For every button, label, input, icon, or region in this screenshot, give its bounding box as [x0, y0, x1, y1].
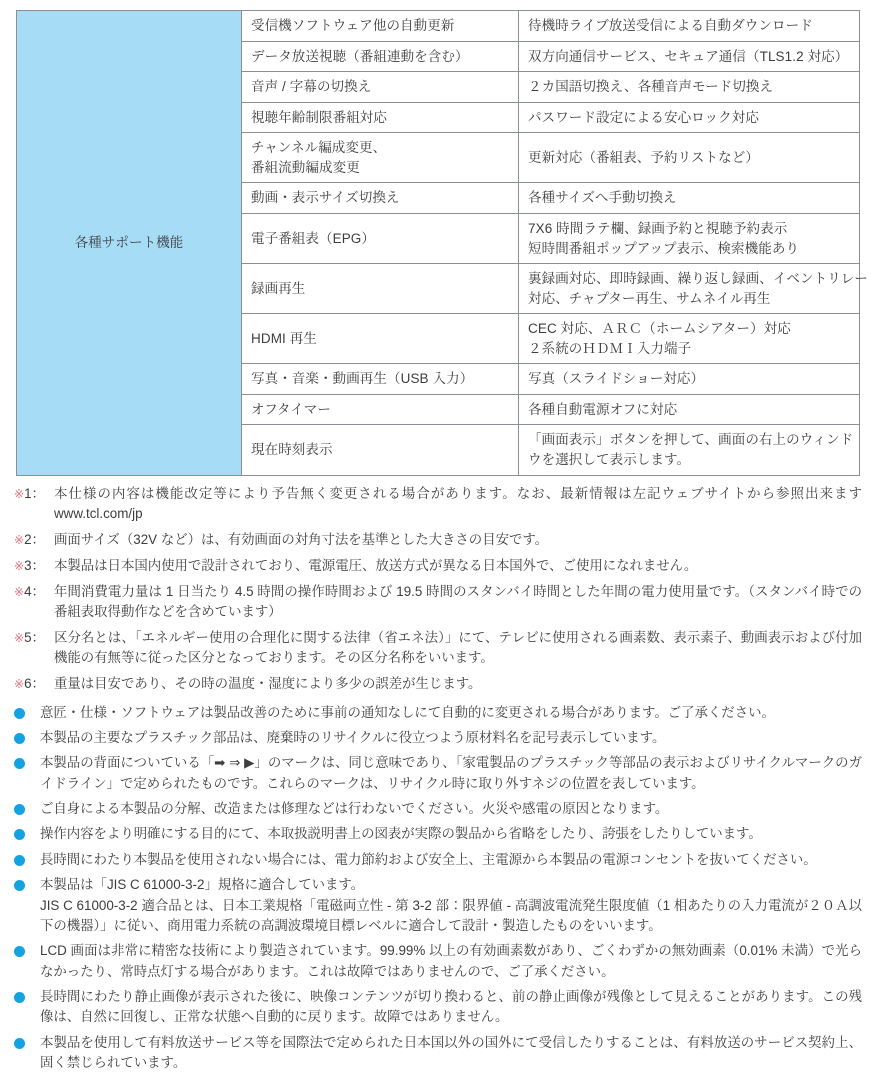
notice-bullet-list [0, 701, 876, 1074]
footnote-marker [14, 484, 54, 504]
spec-value-line: 待機時ライブ放送受信による自動ダウンロード [528, 18, 813, 33]
bullet-circle-icon [14, 875, 40, 891]
spec-value-cell [519, 11, 860, 42]
spec-item-line: 現在時刻表示 [251, 442, 333, 458]
footnote-item [14, 674, 862, 694]
spec-value-line: 裏録画対応、即時録画、繰り返し録画、イベントリレー [528, 271, 868, 287]
list-item [14, 753, 862, 794]
spec-value-cell [519, 364, 860, 395]
spec-value-line: CEC 対応、ＡＲＣ（ホームシアター）対応 [528, 321, 791, 337]
spec-value-line: 対応、チャプター再生、サムネイル再生 [528, 290, 771, 306]
footnote-text: 本仕様の内容は機能改定等により予告無く変更される場合があります。なお、最新情報は左記ウェブサイトから参照出来ます www.tcl.com/jp [54, 485, 862, 521]
list-item-line: 長時間にわたり本製品を使用されない場合には、電力節約および安全上、主電源から本製品の電源コンセントを抜いてください。 [40, 851, 817, 867]
spec-value-cell [519, 264, 868, 314]
footnote-number: 3 [24, 557, 32, 573]
spec-table-section [0, 0, 876, 476]
bullet-circle-icon [14, 799, 40, 815]
table-row [17, 11, 860, 42]
spec-item-line: 番組流動編成変更 [251, 159, 360, 175]
bullet-circle-icon [14, 753, 40, 769]
footnote-item [14, 556, 862, 576]
footnote-colon: ： [31, 630, 45, 646]
footnote-item [14, 582, 862, 622]
spec-value-line: 更新対応（番組表、予約リストなど） [528, 150, 759, 166]
footnote-number: 4 [24, 584, 32, 599]
list-item [14, 941, 862, 982]
spec-value-cell [519, 183, 860, 214]
list-item [14, 728, 862, 748]
list-item-line: 長時間にわたり静止画像が表示された後に、映像コンテンツが切り換わると、前の静止画像が残像として見えることがあります。この残像は、自然に回復し、正常な状態へ自動的に戻ります。故障ではありません。 [40, 989, 862, 1025]
footnote-item [14, 484, 862, 524]
footnote-number: 5 [24, 630, 32, 646]
spec-item-cell [242, 41, 519, 72]
category-cell-support-functions: 各種サポート機能 [17, 11, 242, 476]
footnote-text: 重量は目安であり、その時の温度・湿度により多少の誤差が生じます。 [54, 676, 482, 692]
list-item-text [40, 799, 862, 819]
list-item-text [40, 703, 862, 723]
spec-value-line: 写真（スライドショー対応） [528, 371, 705, 387]
spec-item-cell [242, 133, 519, 183]
spec-item-cell [242, 364, 519, 395]
list-item-line: 本製品は「JIS C 61000-3-2」規格に適合しています。 [40, 877, 365, 893]
list-item-text [40, 941, 862, 982]
spec-item-cell [242, 264, 519, 314]
asterisk-icon: ※ [14, 585, 25, 599]
list-item [14, 799, 862, 819]
list-item-line: 本製品の主要なプラスチック部品は、廃棄時のリサイクルに役立つよう原材料名を記号表示しています。 [40, 729, 666, 745]
spec-item-line: 音声 / 字幕の切換え [251, 79, 372, 95]
spec-value-line: ウを選択して表示します。 [528, 452, 691, 467]
list-item-text [40, 824, 862, 844]
spec-item-line: オフタイマー [251, 401, 331, 417]
footnote-text: 画面サイズ（32V など）は、有効画面の対角寸法を基準とした大きさの目安です。 [54, 531, 549, 547]
list-item [14, 987, 862, 1028]
spec-value-cell [519, 425, 860, 475]
footnote-colon: ： [31, 676, 45, 692]
bullet-circle-icon [14, 824, 40, 840]
list-item [14, 1033, 862, 1074]
footnote-marker [14, 674, 54, 694]
asterisk-icon: ※ [14, 631, 25, 646]
list-item-line: 本製品の背面についている「➡ ⇒ ▶」のマークは、同じ意味であり、「家電製品のプラスチック等部品の表示およびリサイクルマークのガイドライン」で定められたものです。これらのマークは、リサイクル時に取り外すネジの位置を表しています。 [40, 755, 862, 791]
footnote-number: 1 [24, 485, 32, 501]
bullet-circle-icon [14, 1033, 40, 1049]
list-item-line: 意匠・仕様・ソフトウェアは製品改善のために事前の通知なしにて自動的に変更される場合があります。ご了承ください。 [40, 704, 775, 720]
spec-item-cell [242, 394, 519, 425]
list-item-text [40, 753, 862, 794]
footnote-colon: ： [31, 557, 45, 573]
asterisk-icon: ※ [14, 532, 25, 547]
spec-item-line: 録画再生 [251, 280, 306, 296]
spec-value-line: 双方向通信サービス、セキュア通信（TLS1.2 対応） [528, 48, 849, 64]
spec-value-line: 7X6 時間ラテ欄、録画予約と視聴予約表示 [528, 220, 788, 236]
list-item-text [40, 987, 862, 1028]
footnote-number: 2 [24, 531, 32, 547]
bullet-circle-icon [14, 941, 40, 957]
spec-item-line: チャンネル編成変更、 [251, 140, 387, 156]
list-item [14, 850, 862, 870]
footnotes-section [0, 476, 876, 695]
spec-table-body [17, 11, 868, 476]
spec-value-cell [519, 72, 860, 103]
asterisk-icon: ※ [14, 486, 25, 501]
spec-value-cell [519, 213, 860, 263]
spec-item-cell [242, 213, 519, 263]
spec-item-line: データ放送視聴（番組連動を含む） [251, 48, 469, 64]
list-item [14, 875, 862, 936]
footnote-text: 年間消費電力量は 1 日当たり 4.5 時間の操作時間および 19.5 時間のスタンバイ時間とした年間の電力使用量です。（スタンバイ時での番組表取得動作などを含めています） [54, 584, 862, 620]
bullet-circle-icon [14, 850, 40, 866]
spec-value-line: 各種自動電源オフに対応 [528, 401, 678, 417]
spec-value-line: 各種サイズへ手動切換え [528, 190, 677, 206]
spec-item-cell [242, 102, 519, 133]
spec-item-line: 受信機ソフトウェア他の自動更新 [251, 18, 455, 33]
footnote-colon: ： [31, 485, 45, 501]
spec-value-line: 「画面表示」ボタンを押して、画面の右上のウィンド [528, 432, 854, 448]
spec-item-cell [242, 314, 519, 364]
spec-item-cell [242, 183, 519, 214]
footnote-text: 区分名とは、「エネルギー使用の合理化に関する法律（省エネ法）」にて、テレビに使用される画素数、表示素子、動画表示および付加機能の有無等に従った区分となっております。その区分名称をいいます。 [54, 630, 862, 666]
list-item-text [40, 850, 862, 870]
spec-value-line: 短時間番組ポップアップ表示、検索機能あり [528, 240, 800, 256]
bullet-circle-icon [14, 987, 40, 1003]
spec-item-cell [242, 72, 519, 103]
asterisk-icon: ※ [14, 558, 25, 573]
spec-item-line: 電子番組表（EPG） [251, 230, 376, 246]
list-item [14, 703, 862, 723]
spec-item-line: HDMI 再生 [251, 330, 317, 346]
footnote-marker [14, 556, 54, 576]
footnote-number: 6 [24, 676, 32, 692]
spec-value-cell [519, 314, 860, 364]
spec-value-cell [519, 133, 860, 183]
footnote-marker [14, 582, 54, 602]
spec-value-line: ２系統のＨＤＭＩ入力端子 [528, 340, 692, 356]
spec-item-line: 視聴年齢制限番組対応 [251, 109, 387, 125]
spec-value-cell [519, 41, 860, 72]
list-item-text [40, 875, 862, 936]
spec-value-cell [519, 394, 860, 425]
list-item-text [40, 1033, 862, 1074]
footnote-item [14, 530, 862, 550]
spec-item-line: 写真・音楽・動画再生（USB 入力） [251, 371, 474, 387]
spec-item-line: 動画・表示サイズ切換え [251, 190, 400, 206]
bullet-circle-icon [14, 728, 40, 744]
list-item-line: 本製品を使用して有料放送サービス等を国際法で定められた日本国以外の国外にて受信したりすることは、有料放送のサービス契約上、固く禁じられています。 [40, 1034, 862, 1071]
support-function-spec-table [16, 10, 868, 476]
footnote-colon: ： [31, 584, 45, 599]
footnote-item [14, 628, 862, 668]
footnote-marker [14, 628, 54, 648]
footnote-text: 本製品は日本国内使用で設計されており、電源電圧、放送方式が異なる日本国外で、ご使用になれません。 [54, 557, 698, 573]
spec-item-cell [242, 425, 519, 475]
asterisk-icon: ※ [14, 677, 25, 692]
spec-value-cell [519, 102, 860, 133]
spec-item-cell [242, 11, 519, 42]
spec-value-line: パスワード設定による安心ロック対応 [528, 109, 759, 125]
footnote-marker [14, 530, 54, 550]
list-item-line: ご自身による本製品の分解、改造または修理などは行わないでください。火災や感電の原因となります。 [40, 801, 669, 817]
list-item-line: LCD 画面は非常に精密な技術により製造されています。99.99% 以上の有効画素数があり、ごくわずかの無効画素（0.01% 未満）で光らなかったり、常時点灯する場合があります。これは故障ではありませんので、ご了承ください。 [40, 943, 862, 979]
list-item-text [40, 728, 862, 748]
list-item-line: 操作内容をより明確にする目的にて、本取扱説明書上の図表が実際の製品から省略をしたり、誇張をしたりしています。 [40, 826, 762, 842]
list-item [14, 824, 862, 844]
bullet-circle-icon [14, 703, 40, 719]
spec-value-line: ２カ国語切換え、各種音声モード切換え [528, 79, 774, 95]
list-item-line: JIS C 61000-3-2 適合品とは、日本工業規格「電磁両立性 - 第 3-2 部：限界値 - 高調波電流発生限度値（1 相あたりの入力電流が２０Ａ以下の機器）」に従い、商用電力系統の高調波環境目標レベルに適合して設計・製造したものをいいます。 [40, 897, 862, 933]
footnote-colon: ： [31, 531, 45, 547]
